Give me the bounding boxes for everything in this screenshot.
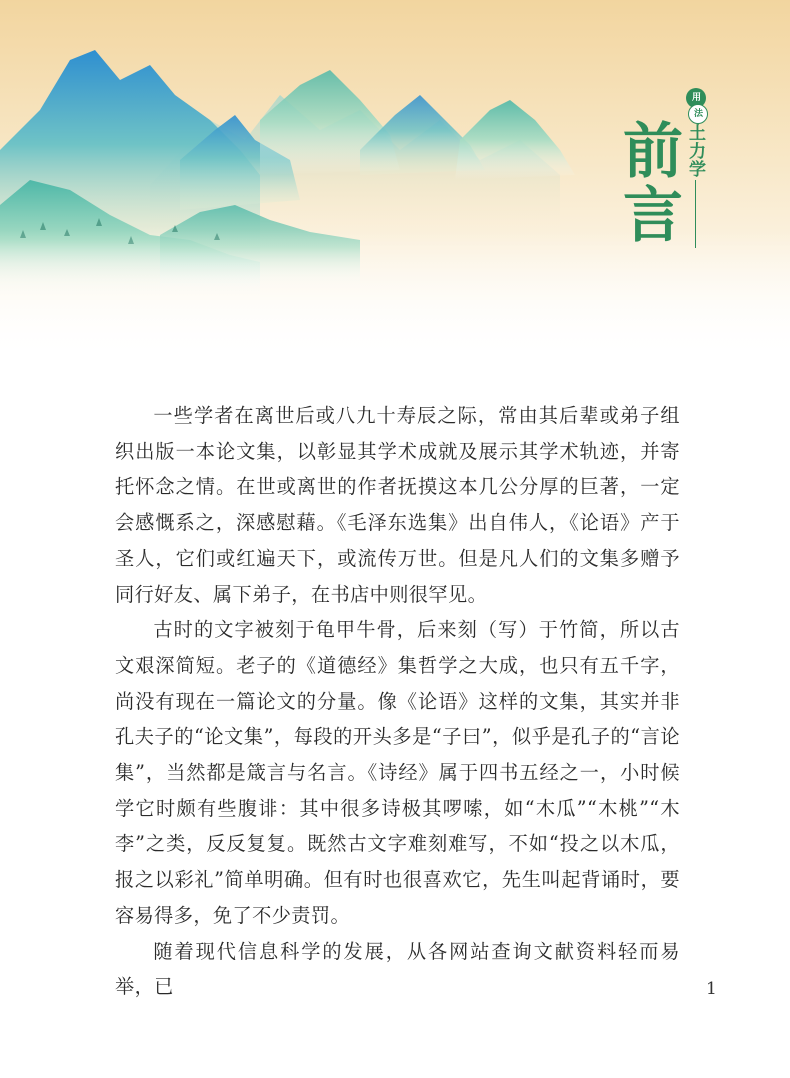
paragraph: 一些学者在离世后或八九十寿辰之际，常由其后辈或弟子组织出版一本论文集，以彰显其学术成就及展示其学术轨迹，并寄托怀念之情。在世或离世的作者抚摸这本几公分厚的巨著，一定会感慨系之，深感慰藉。《毛泽东选集》出自伟人，《论语》产于圣人，它们或红遍天下，或流传万世。但是凡人们的文集多赠予同行好友、属下弟子，在书店中则很罕见。: [115, 404, 680, 606]
paragraph: 随着现代信息科学的发展，从各网站查询文献资料轻而易举，已: [115, 939, 680, 999]
series-badge-icon-2: 法: [688, 104, 708, 124]
book-subtitle: 土力学: [685, 124, 705, 178]
series-badge-icon: 用: [686, 88, 706, 108]
body-text: [115, 398, 680, 1005]
page-number: 1: [706, 979, 717, 999]
title-divider: [695, 180, 696, 248]
chapter-title: 前言: [623, 117, 683, 251]
paragraph: 古时的文字被刻于龟甲牛骨，后来刻（写）于竹简，所以古文艰深简短。老子的《道德经》集哲学之大成，也只有五千字，尚没有现在一篇论文的分量。像《论语》这样的文集，其实并非孔夫子的“论文集”，每段的开头多是“子曰”，似乎是孔子的“言论集”，当然都是箴言与名言。《诗经》属于四书五经之一，小时候学它时颇有些腹诽：其中很多诗极其啰嗦，如“木瓜”“木桃”“木李”之类，反反复复。既然古文字难刻难写，不如“投之以木瓜，报之以彩礼”简单明确。但有时也很喜欢它，先生叫起背诵时，要容易得多，免了不少责罚。: [115, 618, 680, 927]
